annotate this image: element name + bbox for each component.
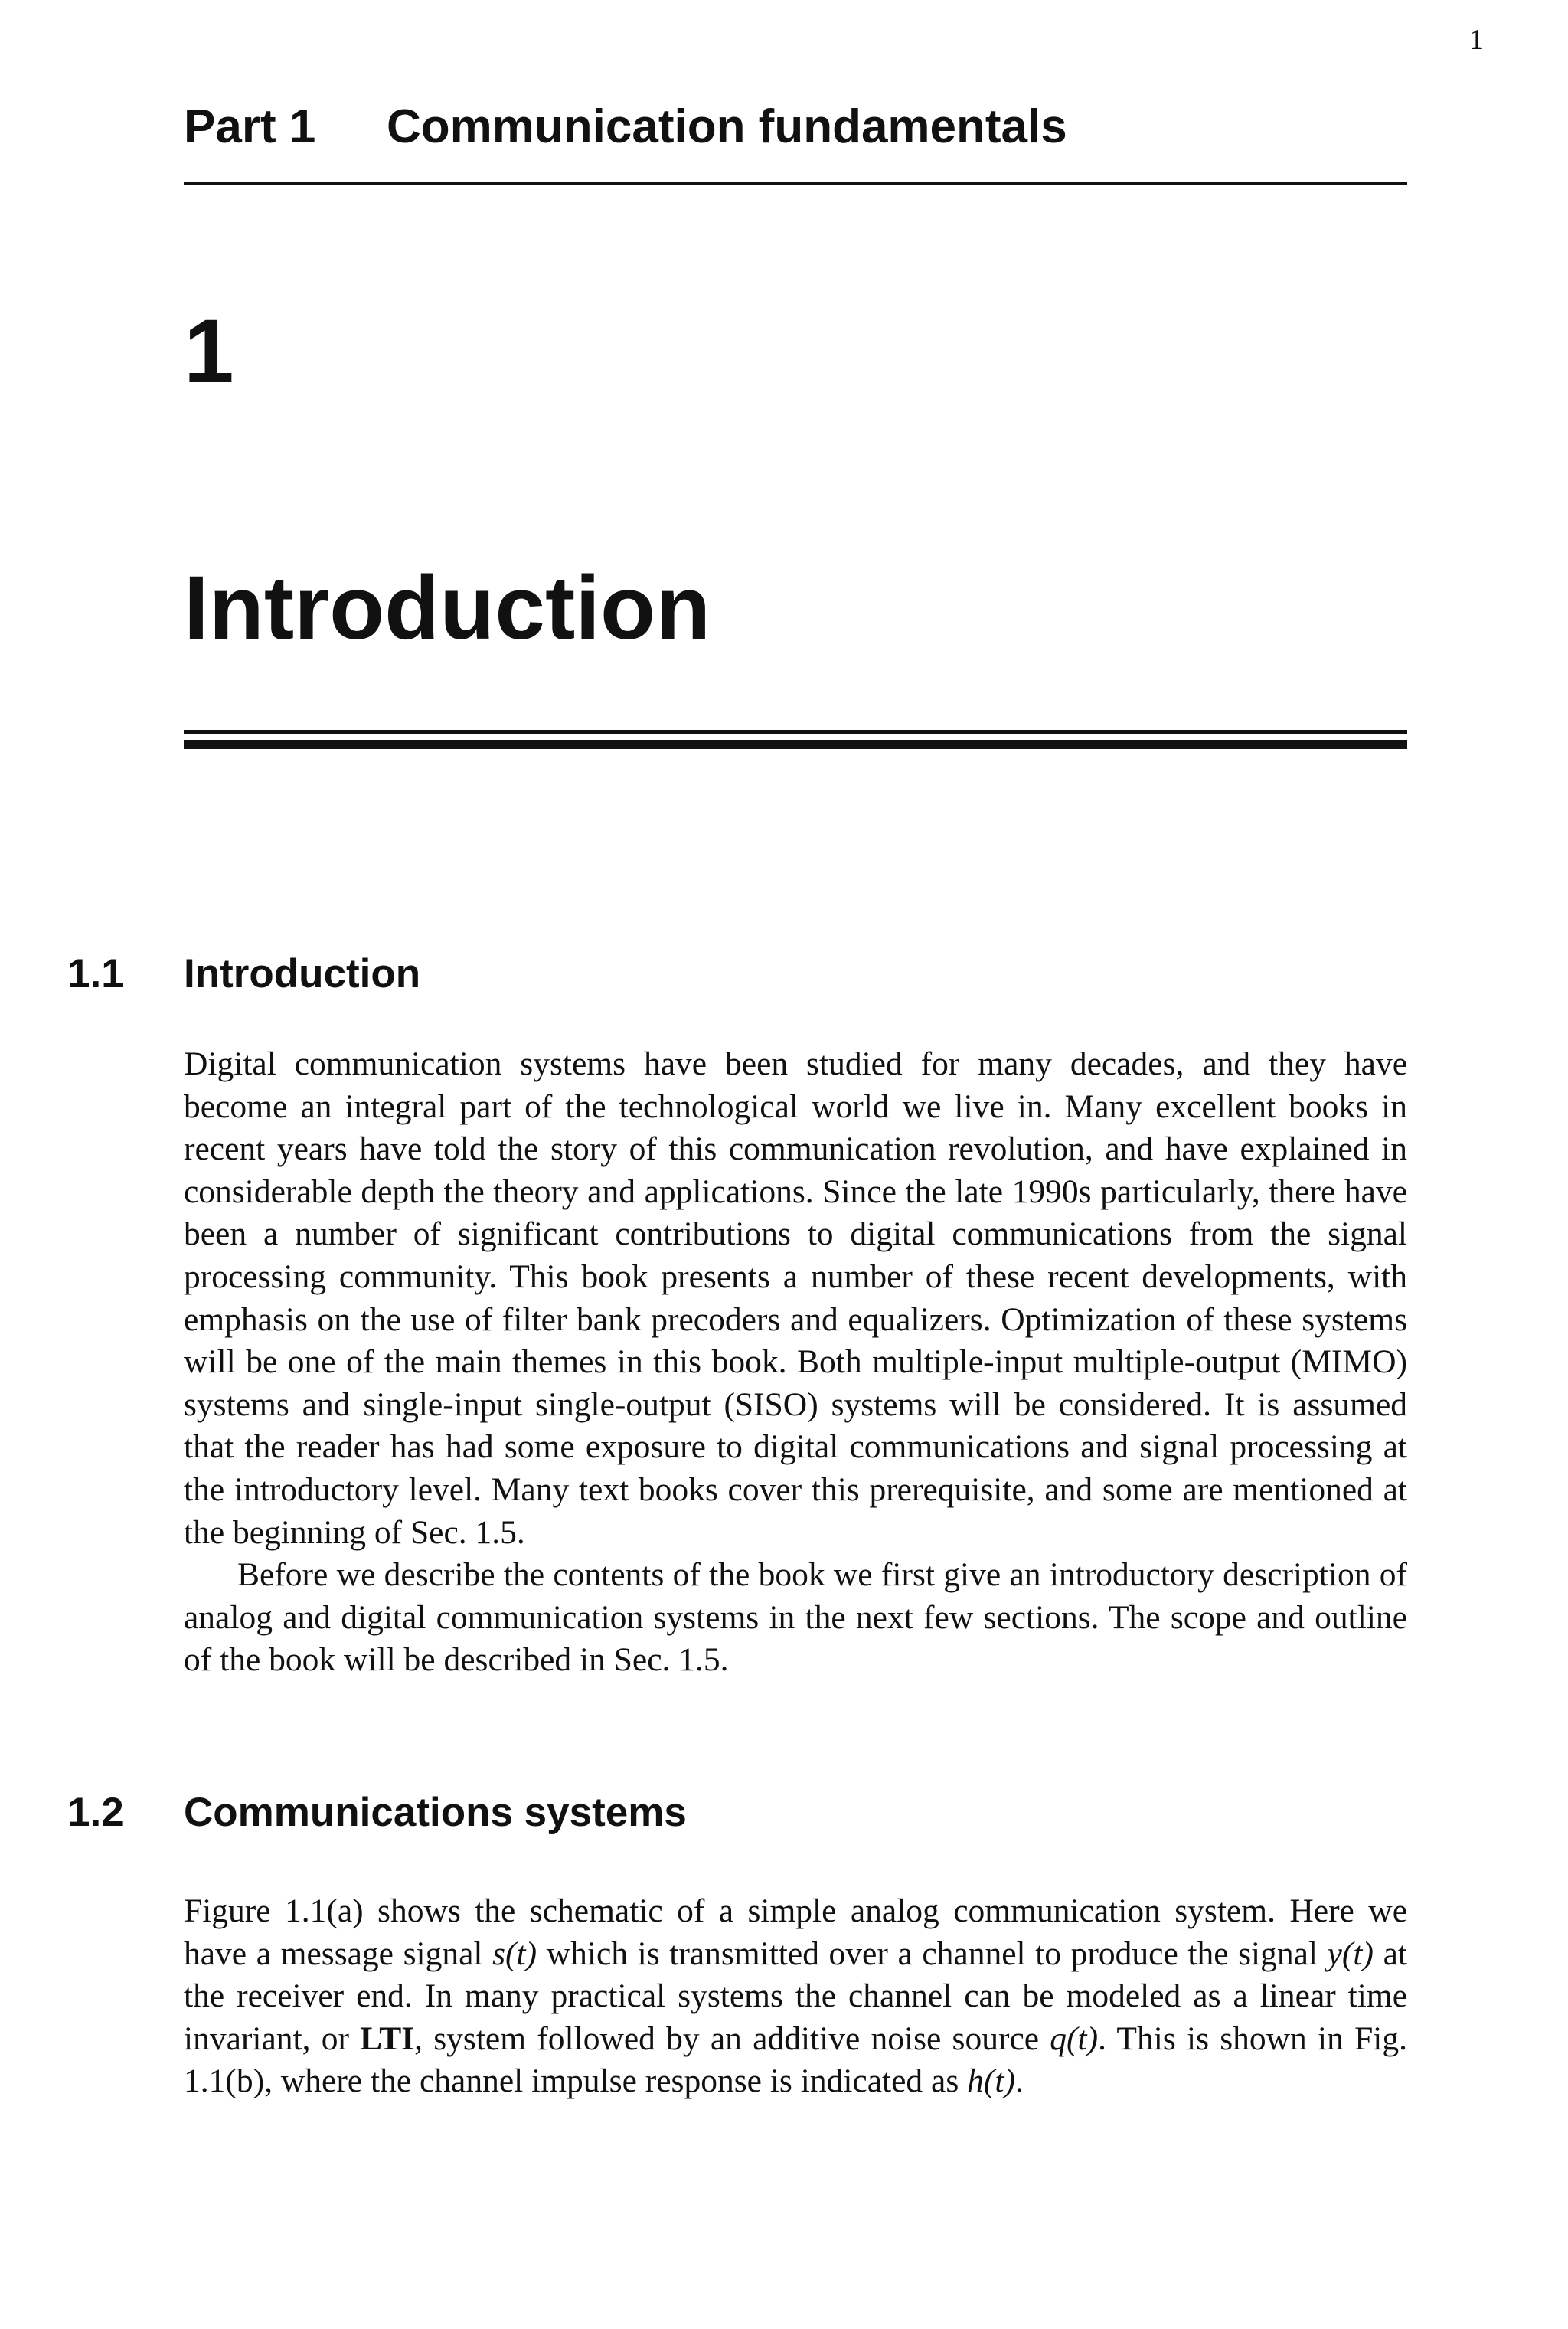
section-title: Communications systems <box>184 1790 687 1835</box>
chapter-number: 1 <box>184 301 234 402</box>
section-heading-1-2 <box>67 1792 687 1833</box>
math-y-of-t: y(t) <box>1327 1935 1374 1972</box>
paragraph: Before we describe the contents of the book we first give an introductory description of analog and digital communication systems in the next few sections. The scope and outline of the book will be described in Sec. 1.5. <box>184 1556 1407 1679</box>
page-number: 1 <box>1469 24 1484 56</box>
math-s-of-t: s(t) <box>492 1935 537 1972</box>
section-1-2-body <box>184 1890 1407 2103</box>
math-h-of-t: h(t) <box>967 2062 1015 2100</box>
text-run: . This is shown in Fig. 1.1(b), where the channel impulse response is indicated as <box>184 2020 1407 2100</box>
paragraph: Digital communication systems have been studied for many decades, and they have become an integral part of the technological world we live in. Many excellent books in recent years have told the story of this communication revolution, and have explained in considerable depth the theory and applications. Since the late 1990s particularly, there have been a number of significant contributions to digital communications from the signal processing community. This book presents a number of these recent developments, with emphasis on the use of filter bank precoders and equalizers. Optimization of these systems will be one of the main themes in this book. Both multiple-input multiple-output (MIMO) systems and single-input single-output (SISO) systems will be considered. It is assumed that the reader has had some exposure to digital communications and signal processing at the introductory level. Many text books cover this prerequisite, and some are mentioned at the beginning of Sec. 1.5. <box>184 1045 1407 1551</box>
part-title: Communication fundamentals <box>387 100 1067 153</box>
section-1-1-body <box>184 1043 1407 1682</box>
text-run: . <box>1014 2062 1024 2100</box>
section-number: 1.1 <box>67 951 124 996</box>
part-heading <box>184 100 1407 153</box>
paragraph <box>184 1890 1407 2103</box>
chapter-rule-thick <box>184 740 1407 749</box>
text-run: , system followed by an additive noise source <box>414 2020 1050 2057</box>
part-rule <box>184 182 1407 185</box>
section-title: Introduction <box>184 951 421 996</box>
section-number: 1.2 <box>67 1790 124 1835</box>
part-label: Part 1 <box>184 100 316 153</box>
math-q-of-t: q(t) <box>1050 2020 1099 2057</box>
text-run: Figure 1.1(a) shows the schematic of a simple analog communication system. Here we have a message signal <box>184 1892 1407 1972</box>
text-run: at the receiver end. In many practical systems the channel can be modeled as a linear time invariant, or <box>184 1935 1407 2057</box>
section-heading-1-1 <box>67 951 421 996</box>
chapter-rule-thin <box>184 730 1407 734</box>
chapter-title: Introduction <box>184 558 711 659</box>
lti-term: LTI <box>360 2020 415 2057</box>
text-run: which is transmitted over a channel to produce the signal <box>537 1935 1328 1972</box>
